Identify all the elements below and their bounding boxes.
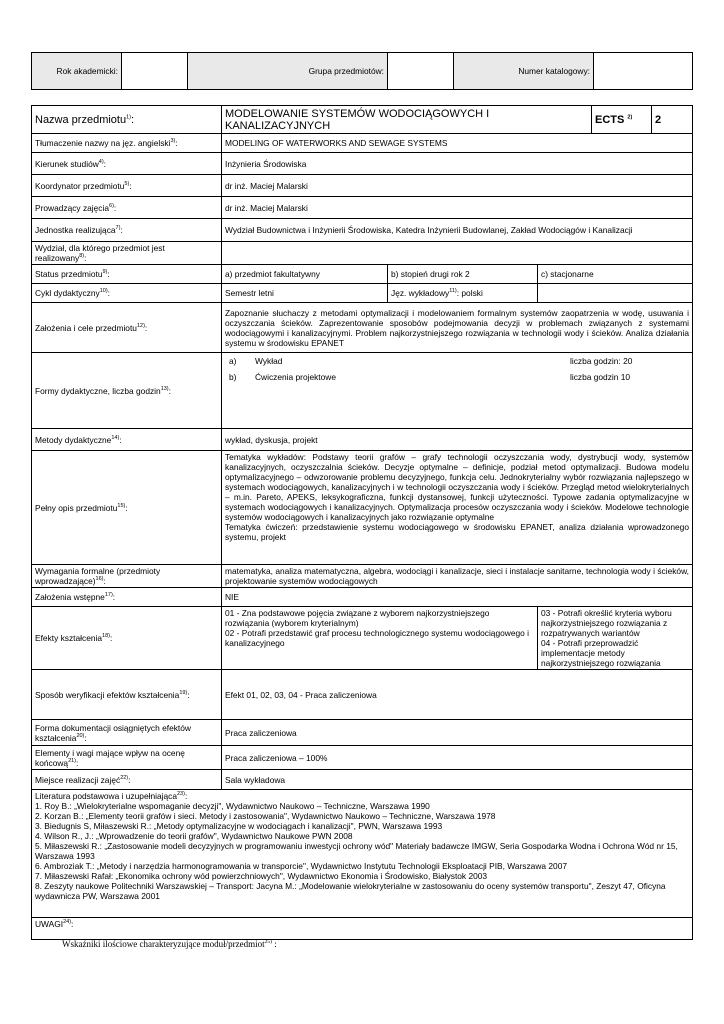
documentation-label: Forma dokumentacji osiągniętych efektów kształcenia$^{20)}$: xyxy=(32,720,222,746)
literature-list xyxy=(35,801,689,901)
teacher-value: dr inż. Maciej Malarski xyxy=(222,197,693,219)
unit-row xyxy=(32,219,693,242)
literature-item: 3. Biedugnis S, Miłaszewski R.: „Metody optymalizacyjne w wodociągach i kanalizacji", PWN, Warszawa 1993 xyxy=(35,821,443,831)
effects-right: 03 - Potrafi określić kryteria wyboru najkorzystniejszego rozwiązania z rozpatrywanych wariantów 04 - Potrafi przeprowadzić implementacje metody najkorzystniejszego rozwiązania xyxy=(538,607,693,670)
prerequisites-value: NIE xyxy=(222,588,693,607)
literature-row xyxy=(32,790,693,918)
methods-label: Metody dydaktyczne$^{14)}$: xyxy=(32,429,222,451)
verification-label: Sposób weryfikacji efektów kształcenia$^{19)}$: xyxy=(32,670,222,720)
cycle-label: Cykl dydaktyczny$^{10)}$: xyxy=(32,284,222,303)
full-description-label: Pełny opis przedmiotu$^{15)}$: xyxy=(32,451,222,565)
course-group-value xyxy=(388,53,454,90)
requirements-label: Wymagania formalne (przedmioty wprowadzające)$^{16)}$: xyxy=(32,565,222,588)
literature-item: 4. Wilson R., J.: „Wprowadzenie do teorii grafów", Wydawnictwo Naukowe PWN 2008 xyxy=(35,831,353,841)
language-cell: Jęz. wykładowy$^{11)}$: polski xyxy=(388,284,538,303)
prerequisites-row xyxy=(32,588,693,607)
methods-row xyxy=(32,429,693,451)
coordinator-label: Koordynator przedmiotu$^{5)}$: xyxy=(32,175,222,197)
empty-cell xyxy=(538,284,693,303)
header-table xyxy=(31,52,693,90)
literature-item: 6. Ambroziak T.: „Metody i narzędzia harmonogramowania w transporcie", Wydawnictwo Instytutu Technologii Eksploatacji PIB, Warszawa 2007 xyxy=(35,861,568,871)
methods-value: wykład, dyskusja, projekt xyxy=(222,429,693,451)
cycle-row xyxy=(32,284,693,303)
course-name-label: Nazwa przedmiotu$^{1)}$: xyxy=(32,106,222,134)
prerequisites-label: Założenia wstępne$^{17)}$: xyxy=(32,588,222,607)
teacher-row xyxy=(32,197,693,219)
footer-note: Wskaźniki ilościowe charakteryzujące moduł/przedmiot$^{25)}$ : xyxy=(62,939,277,949)
documentation-row xyxy=(32,720,693,746)
requirements-row xyxy=(32,565,693,588)
field-of-study-row xyxy=(32,153,693,175)
literature-item: 7. Miłaszewski Rafał: „Ekonomika ochrony wód powierzchniowych", Wydawnictwo Ekonomia i Środowisko, Białystok 2003 xyxy=(35,871,488,881)
effects-label: Efekty kształcenia$^{18)}$: xyxy=(32,607,222,670)
catalog-number-value xyxy=(594,53,693,90)
academic-year-value xyxy=(122,53,188,90)
weights-label: Elementy i wagi mające wpływ na ocenę końcową$^{21)}$: xyxy=(32,746,222,770)
weights-value: Praca zaliczeniowa – 100% xyxy=(222,746,693,770)
faculty-label: Wydział, dla którego przedmiot jest realizowany$^{8)}$: xyxy=(32,242,222,265)
verification-row xyxy=(32,670,693,720)
course-name-row xyxy=(32,106,693,134)
status-degree: b) stopień drugi rok 2 xyxy=(388,265,538,284)
english-name-label: Tłumaczenie nazwy na jęz. angielski$^{3)}$: xyxy=(32,134,222,153)
documentation-value: Praca zaliczeniowa xyxy=(222,720,693,746)
form-item: b) Ćwiczenia projektowe liczba godzin 10 xyxy=(229,372,631,382)
cycle-value: Semestr letni xyxy=(222,284,388,303)
forms-label: Formy dydaktyczne, liczba godzin$^{13)}$: xyxy=(32,353,222,429)
course-group-label: Grupa przedmiotów: xyxy=(188,53,388,90)
catalog-number-label: Numer katalogowy: xyxy=(454,53,594,90)
field-of-study-label: Kierunek studiów$^{4)}$: xyxy=(32,153,222,175)
notes-row xyxy=(32,918,693,940)
teacher-label: Prowadzący zajęcia$^{6)}$: xyxy=(32,197,222,219)
literature-cell xyxy=(32,790,693,918)
ects-value: 2 xyxy=(652,106,693,134)
faculty-row xyxy=(32,242,693,265)
field-of-study-value: Inżynieria Środowiska xyxy=(222,153,693,175)
goals-label: Założenia i cele przedmiotu$^{12)}$: xyxy=(32,303,222,353)
status-mode: c) stacjonarne xyxy=(538,265,693,284)
status-type: a) przedmiot fakultatywny xyxy=(222,265,388,284)
unit-label: Jednostka realizująca$^{7)}$: xyxy=(32,219,222,242)
full-description-row xyxy=(32,451,693,565)
literature-item: 8. Zeszyty naukowe Politechniki Warszawskiej – Transport: Jacyna M.: „Modelowanie wielokryterialne w zastosowaniu do oceny systemów transportu", Zeszyt 47, Oficyna wydawnicza PW, Warszawa 2001 xyxy=(35,881,666,901)
english-name-row xyxy=(32,134,693,153)
effects-row xyxy=(32,607,693,670)
place-value: Sala wykładowa xyxy=(222,770,693,790)
course-table xyxy=(31,105,693,940)
notes-cell: UWAGI$^{24)}$: xyxy=(32,918,693,940)
verification-value: Efekt 01, 02, 03, 04 - Praca zaliczeniowa xyxy=(222,670,693,720)
goals-value: Zapoznanie słuchaczy z metodami optymalizacji i modelowaniem formalnym systemów zaopatrzenia w wodę, usuwania i oczyszczania ścieków. Zaprezentowanie sposobów podejmowania decyzji w problemach związanych z systemami wodociągowymi i kanalizacyjnymi. Problem najkorzystniejszego rozwiązania w technologii wody i ścieków. Analiza działania systemu w środowisku EPANET xyxy=(222,303,693,353)
course-name-value: MODELOWANIE SYSTEMÓW WODOCIĄGOWYCH I KANALIZACYJNYCH xyxy=(222,106,592,134)
faculty-value xyxy=(222,242,693,265)
literature-item: 1. Roy B.: „Wielokryterialne wspomaganie decyzji", Wydawnictwo Naukowo – Techniczne, Warszawa 1990 xyxy=(35,801,430,811)
ects-label: ECTS $^{2)}$ xyxy=(592,106,652,134)
status-label: Status przedmiotu$^{9)}$: xyxy=(32,265,222,284)
form-item: a) Wykład liczba godzin: 20 xyxy=(229,356,633,366)
forms-row xyxy=(32,353,693,429)
forms-value xyxy=(222,353,693,429)
academic-year-label: Rok akademicki: xyxy=(32,53,122,90)
weights-row xyxy=(32,746,693,770)
goals-row xyxy=(32,303,693,353)
place-row xyxy=(32,770,693,790)
requirements-value: matematyka, analiza matematyczna, algebra, wodociągi i kanalizacje, sieci i instalacje sanitarne, technologia wody i ścieków, projektowanie systemów wodociągowych xyxy=(222,565,693,588)
effects-left: 01 - Zna podstawowe pojęcia związane z wyborem najkorzystniejszego rozwiązania (wyborem kryterialnym) 02 - Potrafi przedstawić graf procesu technologicznego systemu wodociągowego i kanalizacyjnego xyxy=(222,607,538,670)
literature-label: Literatura podstawowa i uzupełniająca$^{23)}$: xyxy=(35,791,188,801)
unit-value: Wydział Budownictwa i Inżynierii Środowiska, Katedra Inżynierii Budowlanej, Zakład Wodociągów i Kanalizacji xyxy=(222,219,693,242)
full-description-value: Tematyka wykładów: Podstawy teorii grafów – grafy technologii oczyszczania wody, dystrybucji wody, systemów kanalizacyjnych, oczyszczalnia ścieków. Decyzje optymalne – definicje, podział metod optymalizacji. Budowa modelu optymalizacyjnego – odwzorowanie problemu decyzyjnego, funkcja celu. Jednokryterialny wybór rozwiązania najlepszego w systemach wodociągowych, kanalizacyjnych i w technologii oczyszczania wody i ścieków. Przegląd metod wielokryterialnych – m.in. Pareto, APEKS, leksykograficzna, funkcji dystansowej, funkcji użyteczności. Typowe zadania optymalizacyjne w systemach wodociągowych i kanalizacyjnych. Optymalizacja procesów oczyszczania wody i ścieków. Modelowe technologie systemów wodociągowych i kanalizacyjnych jako rozwiązanie optymalne Tematyka ćwiczeń: przedstawienie systemu wodociągowego w środowisku EPANET, analiza działania wprowadzonego systemu, projekt xyxy=(222,451,693,565)
coordinator-value: dr inż. Maciej Malarski xyxy=(222,175,693,197)
literature-item: 2. Korzan B.: „Elementy teorii grafów i sieci. Metody i zastosowania", Wydawnictwo Naukowo – Techniczne, Warszawa 1978 xyxy=(35,811,496,821)
literature-item: 5. Miłaszewski R.: „Zastosowanie modeli decyzyjnych w programowaniu inwestycji ochrony wód" Materiały badawcze IMGW, Seria Gospodarka Wodna i Ochrona Wód nr 15, Warszawa 1993 xyxy=(35,841,678,861)
coordinator-row xyxy=(32,175,693,197)
english-name-value: MODELING OF WATERWORKS AND SEWAGE SYSTEMS xyxy=(222,134,693,153)
status-row xyxy=(32,265,693,284)
place-label: Miejsce realizacji zajęć$^{22)}$: xyxy=(32,770,222,790)
